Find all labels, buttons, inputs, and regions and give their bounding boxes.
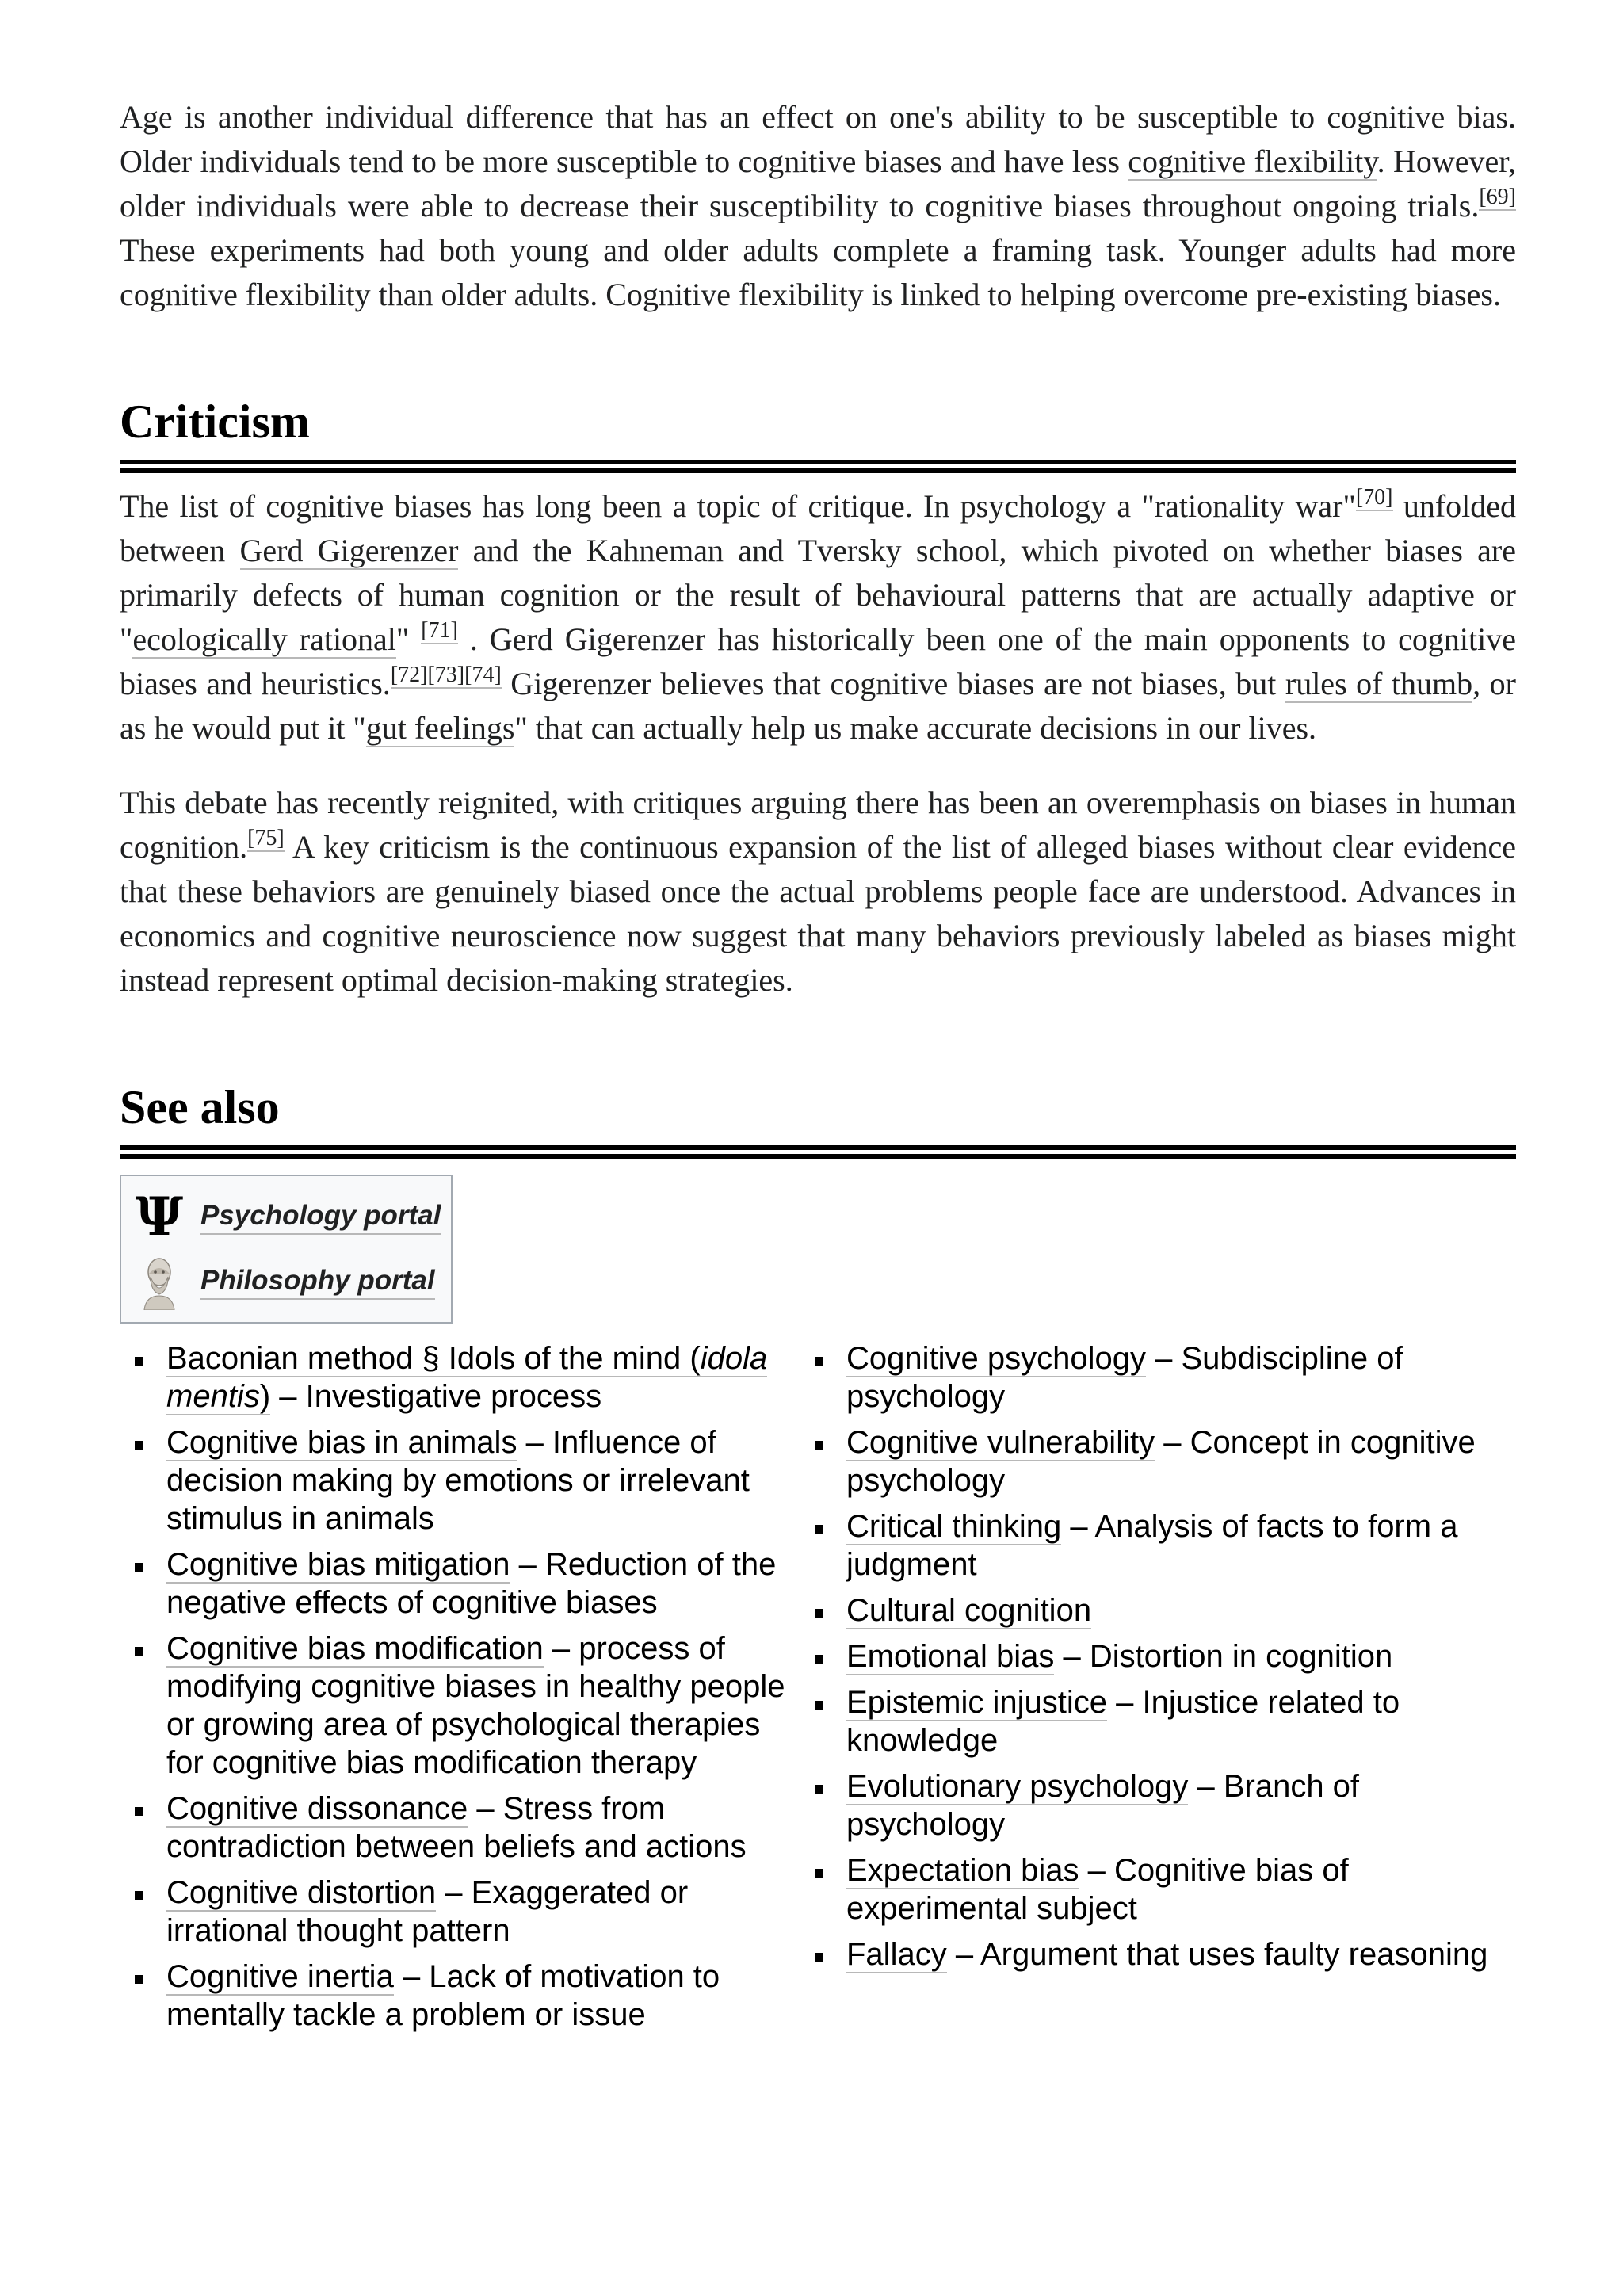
age-paragraph: Age is another individual difference that has an effect on one's ability to be susceptible to cognitive bias. Older individuals tend to be more susceptible to cognitive biases and have less cognitive flexibility. However, older individuals were able to decrease their susceptibility to cognitive biases throughout ongoing trials.[69] These experiments had both young and older adults complete a framing task. Younger adults had more cognitive flexibility than older adults. Cognitive flexibility is linked to helping overcome pre-existing biases. (120, 99, 1516, 312)
psychology-portal-link[interactable]: Psychology portal (200, 1198, 441, 1235)
list-item: Expectation bias – Cognitive bias of experimental subject (846, 1851, 1516, 1927)
cognitive-bias-modification-link[interactable]: Cognitive bias modification (166, 1631, 544, 1666)
article-content (120, 95, 1516, 2042)
list-item: Cognitive vulnerability – Concept in cognitive psychology (846, 1423, 1516, 1499)
psi-icon: Ψ (135, 1186, 184, 1247)
list-item: Fallacy – Argument that uses faulty reasoning (846, 1935, 1516, 1973)
cultural-cognition-link[interactable]: Cultural cognition (846, 1593, 1092, 1628)
list-item: Cognitive bias mitigation – Reduction of the negative effects of cognitive biases (166, 1545, 800, 1622)
epistemic-injustice-link[interactable]: Epistemic injustice (846, 1685, 1108, 1720)
list-item: Emotional bias – Distortion in cognition (846, 1637, 1516, 1675)
fallacy-link[interactable]: Fallacy (846, 1937, 947, 1972)
list-item: Cognitive inertia – Lack of motivation to mentally tackle a problem or issue (166, 1958, 800, 2034)
baconian-method-link[interactable]: Baconian method § Idols of the mind (idola mentis) (166, 1341, 768, 1414)
critical-thinking-link[interactable]: Critical thinking (846, 1509, 1062, 1544)
criticism-paragraph-1: The list of cognitive biases has long been a topic of critique. In psychology a "rationality war"[70] unfolded between Gerd Gigerenzer and the Kahneman and Tversky school, which pivoted on whether biases are primarily defects of human cognition or the result of behavioural patterns that are actually adaptive or "ecologically rational" [71] . Gerd Gigerenzer has historically been one of the main opponents to cognitive biases and heuristics.[72][73][74] Gigerenzer believes that cognitive biases are not biases, but rules of thumb, or as he would put it "gut feelings" that can actually help us make accurate decisions in our lives. (120, 485, 1517, 746)
cognitive-distortion-link[interactable]: Cognitive distortion (166, 1875, 437, 1910)
criticism-paragraph-2: This debate has recently reignited, with critiques arguing there has been an overemphasis on biases in human cognition.[75] A key criticism is the continuous expansion of the list of alleged biases without clear evidence that these behaviors are genuinely biased once the actual problems people face are understood. Advances in economics and cognitive neuroscience now suggest that many behaviors previously labeled as biases might instead represent optimal decision-making strategies. (120, 785, 1516, 998)
citation-75[interactable]: [75] (247, 826, 285, 850)
see-also-columns (120, 1339, 1516, 2042)
list-item: Cognitive psychology – Subdiscipline of psychology (846, 1339, 1516, 1415)
list-item: Cognitive dissonance – Stress from contradiction between beliefs and actions (166, 1790, 800, 1866)
philosophy-portal-link[interactable]: Philosophy portal (200, 1263, 435, 1300)
see-also-list-left (120, 1339, 800, 2042)
cognitive-flexibility-link[interactable]: cognitive flexibility (1128, 143, 1377, 179)
philosophy-portal-row (132, 1249, 441, 1314)
citation-71[interactable]: [71] (421, 618, 458, 643)
criticism-heading: Criticism (120, 395, 310, 448)
emotional-bias-link[interactable]: Emotional bias (846, 1639, 1055, 1674)
cognitive-bias-mitigation-link[interactable]: Cognitive bias mitigation (166, 1547, 510, 1582)
see-also-heading: See also (120, 1081, 280, 1133)
ecologically-rational-link[interactable]: ecologically rational (132, 621, 396, 657)
expectation-bias-link[interactable]: Expectation bias (846, 1853, 1079, 1888)
evolutionary-psychology-link[interactable]: Evolutionary psychology (846, 1769, 1189, 1804)
list-item: Cognitive bias in animals – Influence of decision making by emotions or irrelevant stimulus in animals (166, 1423, 800, 1538)
citation-73[interactable]: [73] (427, 663, 465, 687)
gerd-gigerenzer-link[interactable]: Gerd Gigerenzer (239, 533, 459, 568)
list-item: Epistemic injustice – Injustice related to knowledge (846, 1683, 1516, 1759)
psychology-portal-row (132, 1184, 441, 1249)
list-item (846, 1591, 1516, 1629)
criticism-divider (120, 460, 1516, 473)
list-item: Baconian method § Idols of the mind (idola mentis) – Investigative process (166, 1339, 800, 1415)
see-also-divider (120, 1145, 1516, 1159)
list-item: Cognitive bias modification – process of modifying cognitive biases in healthy people or growing area of psychological therapies for cognitive bias modification therapy (166, 1629, 800, 1782)
citation-70[interactable]: [70] (1355, 485, 1393, 510)
cognitive-bias-in-animals-link[interactable]: Cognitive bias in animals (166, 1425, 517, 1460)
cognitive-dissonance-link[interactable]: Cognitive dissonance (166, 1791, 468, 1826)
citation-72[interactable]: [72] (390, 663, 428, 687)
citation-69[interactable]: [69] (1479, 185, 1516, 209)
citation-74[interactable]: [74] (464, 663, 502, 687)
see-also-list-right (800, 1339, 1516, 2042)
cognitive-vulnerability-link[interactable]: Cognitive vulnerability (846, 1425, 1155, 1460)
portal-box (120, 1175, 453, 1324)
cognitive-psychology-link[interactable]: Cognitive psychology (846, 1341, 1146, 1376)
list-item: Critical thinking – Analysis of facts to form a judgment (846, 1507, 1516, 1584)
list-item: Cognitive distortion – Exaggerated or irrational thought pattern (166, 1874, 800, 1950)
list-item: Evolutionary psychology – Branch of psychology (846, 1767, 1516, 1843)
cognitive-inertia-link[interactable]: Cognitive inertia (166, 1959, 394, 1994)
socrates-bust-icon (132, 1254, 186, 1309)
gut-feelings-link[interactable]: gut feelings (365, 710, 515, 746)
rules-of-thumb-link[interactable]: rules of thumb (1285, 666, 1473, 701)
